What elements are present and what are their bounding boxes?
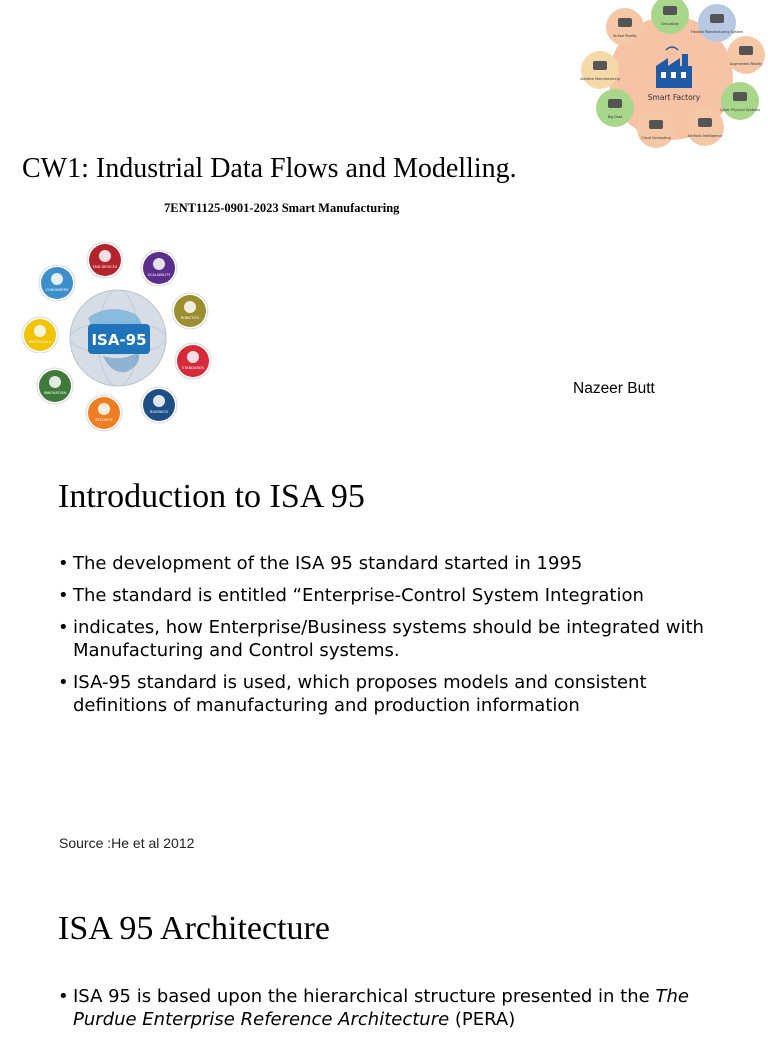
node-label: Big Data (607, 115, 623, 119)
bullet-text-suffix: (PERA) (449, 1009, 516, 1030)
isa95-badge-label: ISA-95 (91, 331, 147, 349)
node-icon (153, 395, 165, 407)
node-label: PROTOCOLS (28, 340, 52, 344)
node-label: STANDARDS (181, 366, 205, 370)
node-label: CONSUMERS (45, 288, 69, 292)
architecture-bullet-list (58, 985, 708, 1040)
course-code: 7ENT1125-0901-2023 Smart Manufacturing (164, 201, 400, 215)
node-icon (618, 18, 632, 27)
node-icon (663, 6, 677, 15)
node-icon (49, 376, 61, 388)
node-icon (739, 46, 753, 55)
node-icon (99, 250, 111, 262)
smart-factory-label: Smart Factory (647, 93, 701, 102)
node-label: Artificial Intelligence (687, 134, 723, 138)
isa95-node (37, 368, 73, 404)
node-icon (153, 258, 165, 270)
node-label: Additive Manufacturing (580, 77, 620, 81)
node-label: Flexible Manufacturing System (690, 30, 744, 34)
isa95-node (22, 317, 58, 353)
isa95-node (172, 293, 208, 329)
author-name: Nazeer Butt (573, 380, 655, 397)
node-label: END DEVICES (92, 265, 118, 269)
node-label: SECURITY (95, 418, 113, 422)
node-icon (608, 99, 622, 108)
smart-factory-node (606, 8, 644, 46)
section-heading-architecture: ISA 95 Architecture (58, 910, 330, 947)
smart-factory-graphic (572, 0, 768, 152)
node-icon (184, 301, 196, 313)
pera-title: The Purdue Enterprise Reference Architecture (73, 986, 689, 1030)
bullet-item: • ISA-95 standard is used, which proposes models and consistent definitions of manufacturing and production information (58, 671, 738, 717)
bullet-item: • The standard is entitled “Enterprise-Control System Integration (58, 584, 738, 607)
document-title: CW1: Industrial Data Flows and Modelling. (22, 153, 517, 184)
node-label: Augmented Reality (729, 62, 763, 66)
section-heading-introduction: Introduction to ISA 95 (58, 478, 365, 515)
node-label: Cyber Physical Systems (719, 108, 761, 112)
node-icon (187, 351, 199, 363)
bullet-item: • indicates, how Enterprise/Business systems should be integrated with Manufacturing and Control systems. (58, 616, 738, 662)
node-label: ROBOTICS (180, 316, 200, 320)
isa95-graphic (18, 238, 218, 434)
node-icon (34, 325, 46, 337)
isa95-node (141, 250, 177, 286)
node-label: Simulation (660, 22, 680, 26)
node-icon (710, 14, 724, 23)
node-icon (51, 273, 63, 285)
smart-factory-node (686, 108, 724, 146)
smart-factory-node (596, 89, 634, 127)
node-icon (698, 118, 712, 127)
node-label: INNOVATION (43, 391, 67, 395)
bullet-item: • The development of the ISA 95 standard started in 1995 (58, 552, 738, 575)
source-citation: Source :He et al 2012 (59, 835, 195, 851)
node-icon (593, 61, 607, 70)
isa95-node (39, 265, 75, 301)
smart-factory-node (727, 36, 765, 74)
bullet-text: ISA 95 is based upon the hierarchical structure presented in the (73, 986, 656, 1007)
node-label: BUSINESS (150, 410, 168, 414)
node-label: SCALABILITY (147, 273, 171, 277)
smart-factory-node (637, 110, 675, 148)
isa95-node (175, 343, 211, 379)
node-label: Cloud Computing (641, 136, 671, 140)
isa95-node (86, 395, 122, 431)
isa95-node (141, 387, 177, 423)
node-icon (98, 403, 110, 415)
node-icon (649, 120, 663, 129)
node-label: Virtual Reality (613, 34, 637, 38)
intro-bullet-list (58, 552, 738, 726)
bullet-item (58, 985, 708, 1031)
isa95-node (87, 242, 123, 278)
node-icon (733, 92, 747, 101)
